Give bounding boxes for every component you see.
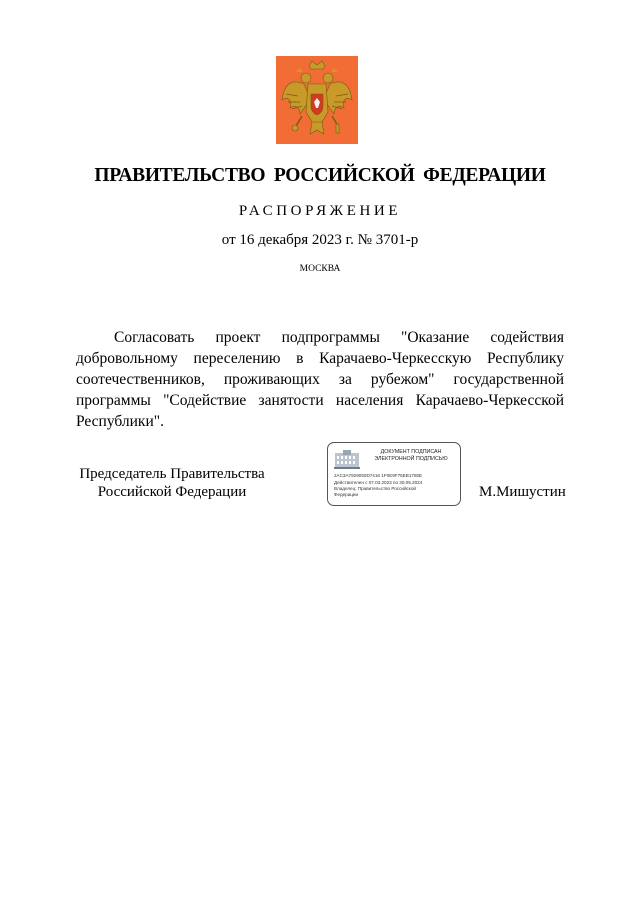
stamp-owner-line-1: Владелец: Правительство Российской: [334, 486, 416, 491]
document-date-number: от 16 декабря 2023 г. № 3701-р: [221, 232, 419, 248]
coat-of-arms-icon: [276, 56, 358, 144]
signer-position: [70, 465, 274, 501]
government-building-icon: [334, 449, 360, 469]
government-title: ПРАВИТЕЛЬСТВО РОССИЙСКОЙ ФЕДЕРАЦИИ: [94, 165, 546, 186]
stamp-validity: Действителен с 07.03.2023 по 30.05.2024: [334, 480, 423, 485]
stamp-title-line-1: ДОКУМЕНТ ПОДПИСАН: [380, 449, 442, 455]
document-city: МОСКВА: [299, 264, 341, 274]
signer-position-line-2: Российской Федерации: [97, 484, 247, 500]
signer-name: М.Мишустин: [479, 484, 566, 500]
stamp-certificate: 2AC3A7929050D7416 1F0E9F76EB1780E: [334, 473, 423, 478]
electronic-signature-stamp: [327, 442, 461, 506]
stamp-title: [364, 449, 458, 463]
document-type: РАСПОРЯЖЕНИЕ: [238, 203, 402, 219]
stamp-owner-line-2: Федерации: [334, 492, 359, 497]
decree-text: Согласовать проект подпрограммы "Оказание содействия добровольному переселению в Карачаево-Черкесскую Республику соотечественников, проживающих за рубежом" государственной программы "Содействие занятости населения Карачаево-Черкесской Республики".: [76, 329, 564, 430]
stamp-title-line-2: ЭЛЕКТРОННОЙ ПОДПИСЬЮ: [374, 456, 448, 462]
signer-position-line-1: Председатель Правительства: [79, 466, 265, 482]
